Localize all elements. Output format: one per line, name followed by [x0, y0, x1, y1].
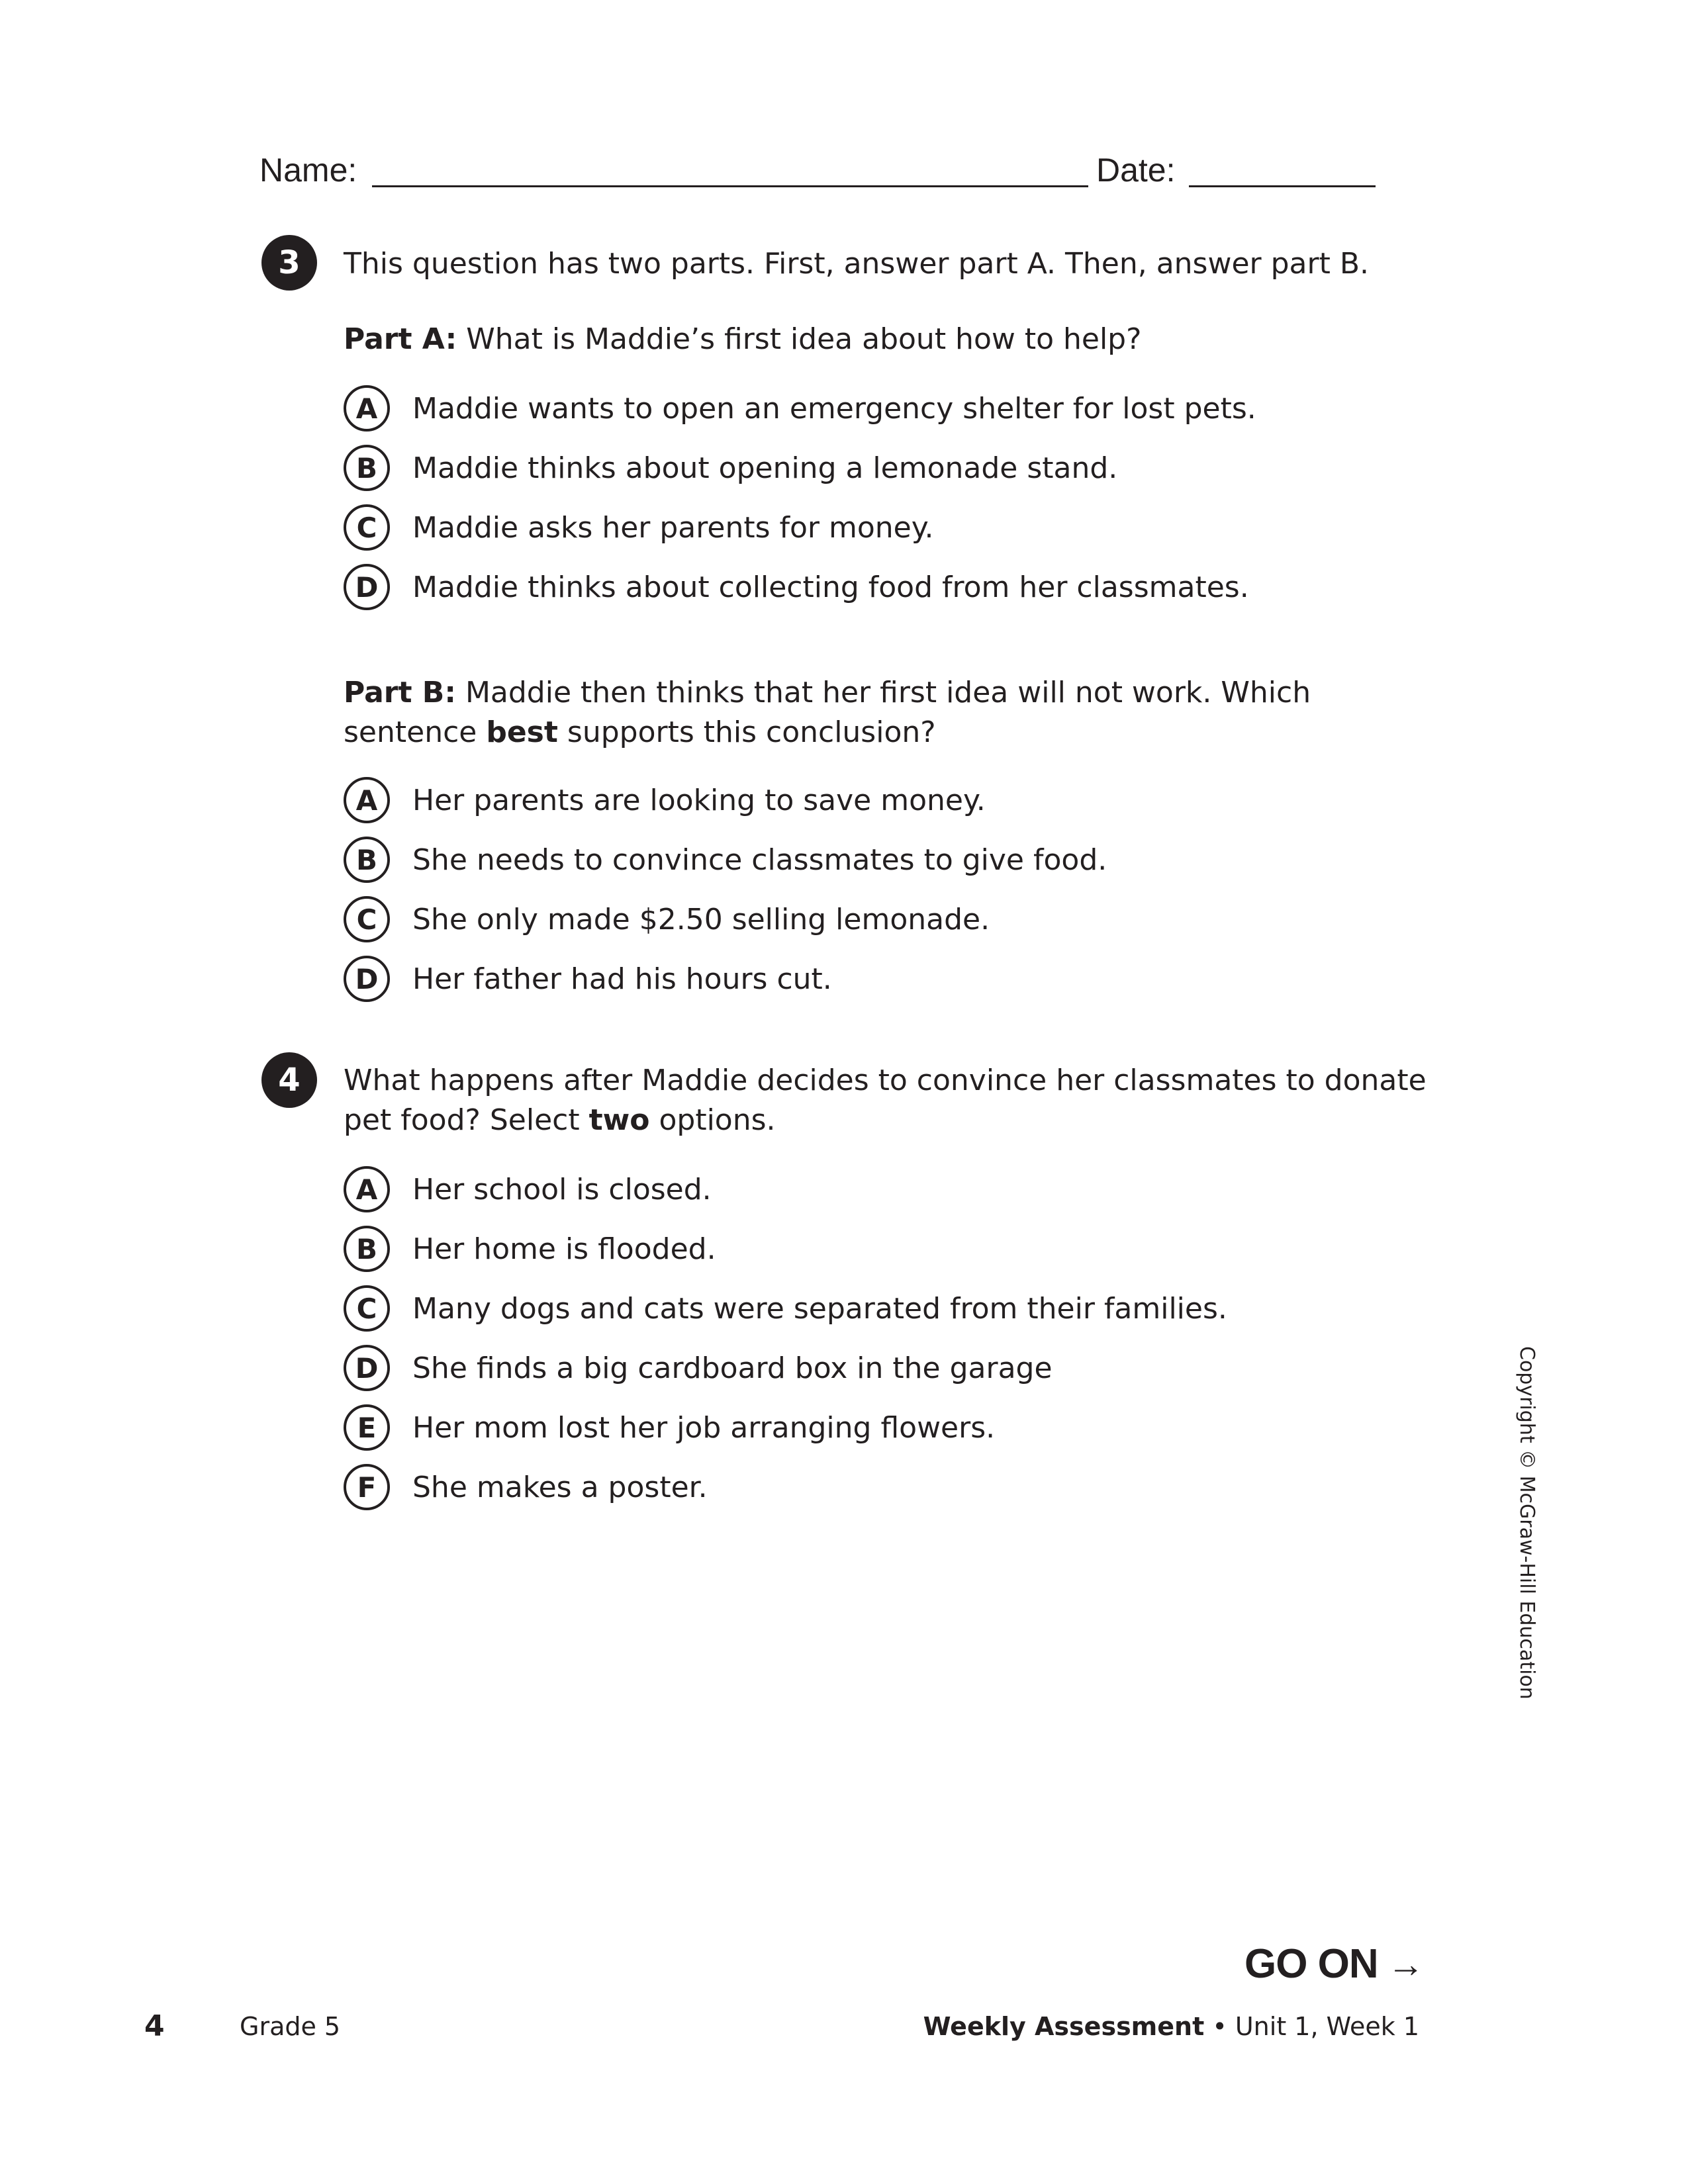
option-text: Maddie thinks about collecting food from her classmates.	[412, 570, 1249, 604]
option-text: Many dogs and cats were separated from their families.	[412, 1291, 1227, 1326]
question-number-3: 3	[261, 235, 317, 291]
q4-emphasis: two	[588, 1103, 650, 1137]
option-letter[interactable]: B	[344, 445, 390, 491]
name-field[interactable]	[372, 185, 1088, 187]
option-text: Her parents are looking to save money.	[412, 783, 986, 817]
option-letter[interactable]: C	[344, 504, 390, 551]
date-field[interactable]	[1189, 185, 1376, 187]
q4-option-d[interactable]	[344, 1343, 1436, 1392]
option-text: Maddie wants to open an emergency shelter for lost pets.	[412, 391, 1256, 426]
q4-prompt	[344, 1061, 1429, 1140]
part-b-question: Maddie then thinks that her first idea will not work. Which sentence	[344, 676, 1311, 749]
option-letter[interactable]: B	[344, 1226, 390, 1272]
q4-option-b[interactable]	[344, 1224, 1436, 1273]
q3a-option-d[interactable]	[344, 563, 1436, 612]
option-text: Maddie thinks about opening a lemonade stand.	[412, 451, 1118, 485]
q4-option-a[interactable]	[344, 1165, 1436, 1214]
go-on-label: GO ON	[1244, 1941, 1378, 1987]
option-letter[interactable]: A	[344, 385, 390, 432]
q3a-option-c[interactable]	[344, 503, 1436, 552]
q4-option-f[interactable]	[344, 1463, 1436, 1512]
option-letter[interactable]: D	[344, 956, 390, 1002]
option-text: Her father had his hours cut.	[412, 962, 832, 996]
q4-question-end: options.	[649, 1103, 776, 1137]
q3b-option-c[interactable]	[344, 895, 1436, 944]
page-number: 4	[144, 2009, 165, 2043]
option-text: Her school is closed.	[412, 1172, 712, 1206]
option-text: She finds a big cardboard box in the garage	[412, 1351, 1053, 1385]
q3b-option-d[interactable]	[344, 954, 1436, 1003]
option-letter[interactable]: D	[344, 564, 390, 610]
option-letter[interactable]: B	[344, 837, 390, 883]
part-b-label: Part B:	[344, 676, 456, 709]
assessment-title: Weekly Assessment	[923, 2012, 1205, 2041]
q3-part-a-prompt	[344, 320, 1429, 359]
option-letter[interactable]: A	[344, 1166, 390, 1212]
assessment-info	[923, 2012, 1419, 2041]
option-text: Maddie asks her parents for money.	[412, 510, 934, 545]
part-b-emphasis: best	[486, 715, 558, 749]
q4-option-e[interactable]	[344, 1403, 1436, 1452]
q3b-option-b[interactable]	[344, 835, 1436, 884]
go-on-indicator	[1244, 1940, 1424, 1987]
option-text: Her home is flooded.	[412, 1232, 716, 1266]
copyright-notice: Copyright © McGraw-Hill Education	[1515, 1346, 1538, 1700]
option-text: She only made $2.50 selling lemonade.	[412, 902, 990, 936]
arrow-right-icon: →	[1387, 1943, 1424, 1985]
q3a-option-b[interactable]	[344, 443, 1436, 492]
part-a-label: Part A:	[344, 322, 457, 356]
option-letter[interactable]: A	[344, 777, 390, 823]
name-label: Name:	[259, 152, 357, 189]
unit-week: Unit 1, Week 1	[1235, 2012, 1419, 2041]
option-text: Her mom lost her job arranging flowers.	[412, 1410, 996, 1445]
q3b-option-a[interactable]	[344, 776, 1436, 825]
q4-option-c[interactable]	[344, 1284, 1436, 1333]
option-letter[interactable]: E	[344, 1404, 390, 1451]
question-number-4: 4	[261, 1052, 317, 1108]
date-label: Date:	[1096, 152, 1176, 189]
q4-question: What happens after Maddie decides to convince her classmates to donate pet food? Select	[344, 1064, 1427, 1137]
q3-intro: This question has two parts. First, answer part A. Then, answer part B.	[344, 247, 1370, 281]
part-b-question-end: supports this conclusion?	[557, 715, 936, 749]
option-text: She needs to convince classmates to give food.	[412, 842, 1107, 877]
q3-part-b-prompt	[344, 673, 1429, 752]
grade-label: Grade 5	[240, 2012, 341, 2041]
q3a-option-a[interactable]	[344, 384, 1436, 433]
option-letter[interactable]: C	[344, 896, 390, 942]
part-a-question: What is Maddie’s first idea about how to help?	[457, 322, 1142, 356]
option-letter[interactable]: F	[344, 1464, 390, 1510]
option-letter[interactable]: C	[344, 1285, 390, 1332]
option-letter[interactable]: D	[344, 1345, 390, 1391]
option-text: She makes a poster.	[412, 1470, 708, 1504]
footer-separator: •	[1204, 2012, 1235, 2041]
